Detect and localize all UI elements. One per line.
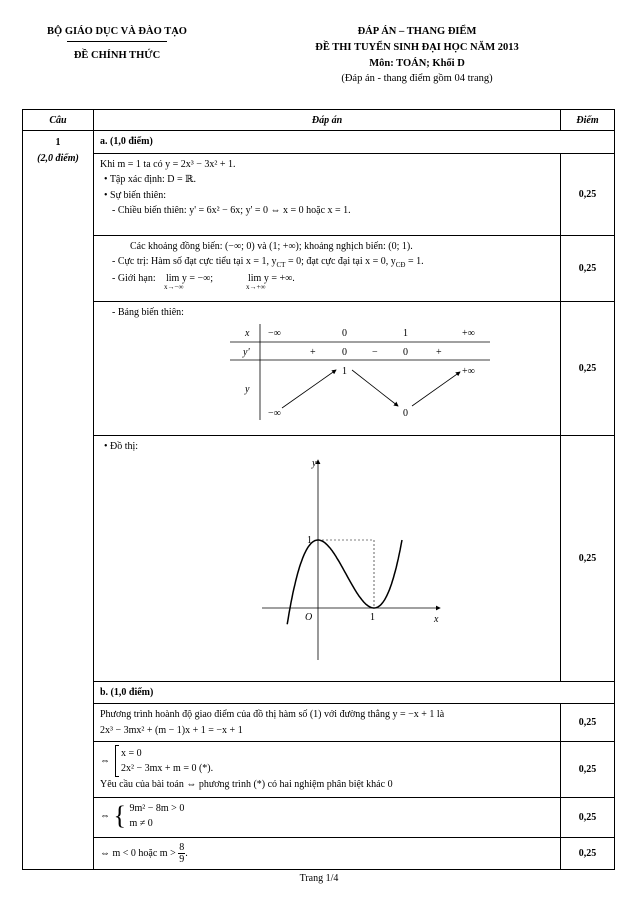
extrema-line: - Cực trị: Hàm số đạt cực tiểu tại x = 1, $y_{CT} = 0$; đạt cực đại tại x = 0, $y_{CĐ} = 1$. bbox=[112, 256, 424, 269]
score-a2: 0,25 bbox=[561, 235, 615, 301]
doc-title: ĐÁP ÁN – THANG ĐIỂM bbox=[357, 26, 477, 37]
vt-arrow-up-2 bbox=[412, 372, 460, 406]
intervals-line: Các khoảng đồng biến: (−∞; 0) và (1; +∞); khoảng nghịch biến: (0; 1). bbox=[130, 240, 413, 252]
header-divider bbox=[67, 41, 167, 42]
sys2-eq-b: m ≠ 0 bbox=[129, 818, 153, 829]
answer-table bbox=[22, 109, 615, 870]
vt-y-0: −∞ bbox=[268, 408, 281, 419]
official-label: ĐỀ CHÍNH THỨC bbox=[73, 50, 161, 62]
function-graph bbox=[100, 454, 520, 676]
vt-yp-0: + bbox=[310, 347, 316, 358]
system-1: ⇔ x = 0 2x² − 3mx + m = 0 (*). bbox=[100, 745, 554, 777]
system-2: ⇔ { 9m² − 8m > 0 m ≠ 0 bbox=[100, 801, 185, 830]
vt-y-3: +∞ bbox=[462, 366, 475, 377]
score-a3: 0,25 bbox=[561, 301, 615, 435]
part-b-title: b. (1,0 điểm) bbox=[94, 681, 615, 704]
part-a-block-1 bbox=[94, 153, 561, 235]
vt-x-label: x bbox=[245, 328, 250, 339]
score-a1: 0,25 bbox=[561, 153, 615, 235]
part-b-block-4 bbox=[94, 838, 561, 870]
page-note: (Đáp án - thang điểm gồm 04 trang) bbox=[341, 73, 493, 85]
final-answer: ⇔ m < 0 hoặc m > $\frac{8}{9}$ . bbox=[100, 842, 188, 865]
vt-yp-4: + bbox=[436, 347, 442, 358]
vt-x-0: −∞ bbox=[268, 328, 281, 339]
variation-line: • Sự biến thiên: bbox=[104, 189, 166, 201]
score-b4: 0,25 bbox=[561, 838, 615, 870]
requirement-line: Yêu cầu của bài toán ⇔ phương trình (*) có hai nghiệm phân biệt khác 0 bbox=[100, 779, 393, 790]
vt-yp-1: 0 bbox=[342, 347, 347, 358]
part-b-intro: Phương trình hoành độ giao điểm của đồ thị hàm số (1) với đường thẳng y = −x + 1 là bbox=[100, 709, 445, 720]
page-footer: Trang 1/4 bbox=[299, 873, 339, 884]
part-b-equation: 2x³ − 3mx² + (m − 1)x + 1 = −x + 1 bbox=[100, 724, 243, 736]
graph-x-label: x bbox=[434, 614, 439, 625]
vt-y-label: y bbox=[245, 384, 250, 395]
vt-yp-label: y' bbox=[243, 347, 250, 358]
vt-y-2: 0 bbox=[403, 408, 408, 419]
graph-y-label: y bbox=[312, 458, 317, 469]
part-a-block-2 bbox=[94, 235, 561, 301]
limits-line: - Giới hạn: lim y = −∞; x→−∞ lim y = +∞. x→+∞ bbox=[112, 272, 295, 291]
graph-origin: O bbox=[305, 612, 313, 623]
header-left bbox=[22, 24, 212, 63]
vt-arrow-up-1 bbox=[282, 370, 336, 408]
variation-table bbox=[120, 320, 540, 428]
question-cell bbox=[23, 131, 94, 870]
vt-yp-2: − bbox=[372, 347, 378, 358]
question-number: 1 bbox=[55, 137, 61, 148]
sys2-eq-a: 9m² − 8m > 0 bbox=[129, 803, 185, 814]
ministry-name: BỘ GIÁO DỤC VÀ ĐÀO TẠO bbox=[47, 26, 187, 37]
part-b-block-2 bbox=[94, 742, 561, 798]
vt-x-2: 1 bbox=[403, 328, 408, 339]
part-a-intro: Khi m = 1 ta có y = 2x³ − 3x² + 1. bbox=[100, 158, 236, 170]
exam-title: ĐỀ THI TUYỂN SINH ĐẠI HỌC NĂM 2013 bbox=[315, 41, 519, 53]
vt-yp-3: 0 bbox=[403, 347, 408, 358]
table-label: - Bảng biến thiên: bbox=[112, 306, 184, 318]
col-answer-header: Đáp án bbox=[94, 110, 561, 131]
sys1-eq-a: x = 0 bbox=[121, 748, 142, 759]
graph-tick-y: 1 bbox=[307, 535, 312, 546]
part-b-block-1 bbox=[94, 704, 561, 742]
part-a-title: a. (1,0 điểm) bbox=[94, 131, 615, 154]
score-b2: 0,25 bbox=[561, 742, 615, 798]
score-b1: 0,25 bbox=[561, 704, 615, 742]
col-question-header: Câu bbox=[23, 110, 94, 131]
vt-y-1: 1 bbox=[342, 366, 347, 377]
subject-title: Môn: TOÁN; Khối D bbox=[369, 57, 465, 69]
vt-x-1: 0 bbox=[342, 328, 347, 339]
part-a-block-4 bbox=[94, 435, 561, 681]
graph-label-line: • Đồ thị: bbox=[104, 440, 139, 452]
sys1-eq-b: 2x² − 3mx + m = 0 (*). bbox=[121, 763, 214, 774]
question-points: (2,0 điểm) bbox=[37, 153, 79, 164]
header-right bbox=[262, 24, 572, 87]
score-a4: 0,25 bbox=[561, 435, 615, 681]
part-b-block-3 bbox=[94, 798, 561, 838]
vt-x-3: +∞ bbox=[462, 328, 475, 339]
col-score-header: Điểm bbox=[561, 110, 615, 131]
frac-num: 8 bbox=[179, 842, 185, 853]
frac-den: 9 bbox=[179, 854, 185, 865]
vt-arrow-down bbox=[352, 370, 398, 406]
domain-line: • Tập xác định: D = ℝ. bbox=[104, 174, 196, 185]
derivative-line: - Chiều biến thiên: y' = 6x² − 6x; y' = 0 ⇔ x = 0 hoặc x = 1. bbox=[112, 205, 351, 216]
part-a-block-3 bbox=[94, 301, 561, 435]
score-b3: 0,25 bbox=[561, 798, 615, 838]
graph-tick-x: 1 bbox=[370, 612, 375, 623]
